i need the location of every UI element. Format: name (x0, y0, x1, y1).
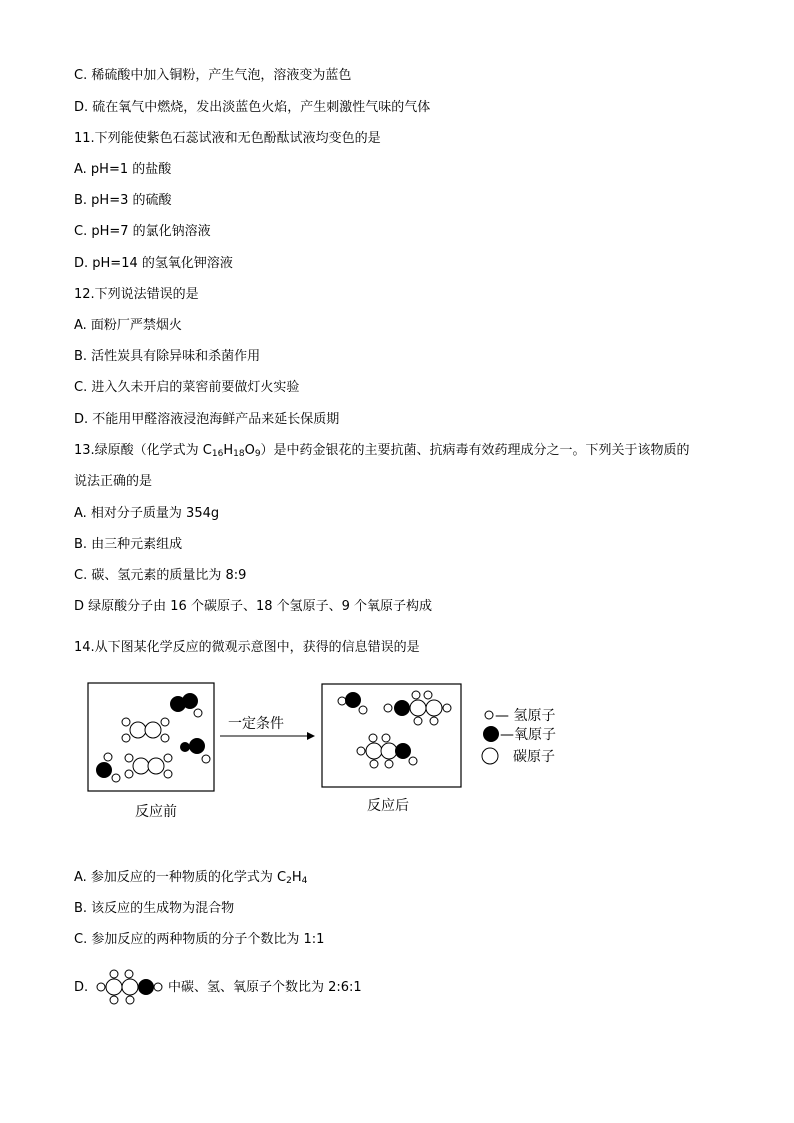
option-d-q14-text: 中碳、氢、氧原子个数比为 2:6:1 (168, 980, 362, 995)
option-c-q13: C. 碳、氢元素的质量比为 8:9 (74, 568, 247, 583)
hydrogen-legend-icon (485, 711, 493, 719)
option-d-q14-label: D. (74, 980, 89, 995)
hydrogen-atom (194, 709, 202, 717)
option-a-q13: A. 相对分子质量为 354g (74, 506, 220, 521)
oxygen-legend-icon (484, 727, 499, 742)
option-d-q10: D. 硫在氧气中燃烧，发出淡蓝色火焰，产生刺激性气味的气体 (74, 100, 431, 115)
option-c-q11: C. pH=7 的氯化钠溶液 (74, 224, 211, 239)
option-b-q13: B. 由三种元素组成 (74, 537, 183, 552)
legend (482, 708, 556, 765)
option-a-q11: A. pH=1 的盐酸 (74, 162, 172, 177)
option-b-q11: B. pH=3 的硫酸 (74, 193, 172, 208)
oxygen-legend-label: —氧原子 (500, 727, 556, 743)
question-12: 12.下列说法错误的是 (74, 287, 199, 302)
question-14: 14.从下图某化学反应的微观示意图中，获得的信息错误的是 (74, 640, 420, 655)
hydrogen-atom (202, 755, 210, 763)
option-d-q11: D. pH=14 的氢氧化钾溶液 (74, 256, 233, 271)
arrow-label: 一定条件 (228, 716, 284, 732)
carbon-legend-label: 碳原子 (513, 749, 555, 765)
oxygen-molecule (338, 693, 367, 715)
option-d-q13: D 绿原酸分子由 16 个碳原子、18 个氢原子、9 个氧原子构成 (74, 599, 433, 614)
hydrogen-legend-label: — 氢原子 (495, 708, 556, 724)
option-c-q10: C. 稀硫酸中加入铜粉，产生气泡，溶液变为蓝色 (74, 68, 352, 83)
after-caption: 反应后 (367, 798, 409, 814)
ethylene-molecule-2 (125, 754, 172, 778)
question-13: 13.绿原酸（化学式为 $C_{16}H_{18}O_9$）是中药金银花的主要抗菌、抗病毒有效药理成分之一。下列关于该物质的 (74, 443, 690, 459)
ethanol-molecule-2 (357, 734, 417, 768)
ethanol-molecule (384, 691, 451, 725)
option-c-q14: C. 参加反应的两种物质的分子个数比为 1:1 (74, 932, 325, 947)
option-a-q14: A. 参加反应的一种物质的化学式为 $C_2H_4$ (74, 870, 308, 886)
oxygen-molecule-2 (181, 739, 205, 754)
oxygen-molecule-3 (97, 753, 121, 782)
option-c-q12: C. 进入久未开启的菜窖前要做灯火实验 (74, 380, 300, 395)
option-d-q12: D. 不能用甲醛溶液浸泡海鲜产品来延长保质期 (74, 412, 340, 427)
ethylene-molecule (122, 718, 169, 742)
ethanol-molecule-icon (94, 966, 166, 1008)
question-11: 11.下列能使紫色石蕊试液和无色酚酞试液均变色的是 (74, 131, 381, 146)
option-b-q14: B. 该反应的生成物为混合物 (74, 901, 235, 916)
oxygen-molecule (171, 694, 198, 712)
reaction-diagram (80, 675, 580, 825)
option-b-q12: B. 活性炭具有除异味和杀菌作用 (74, 349, 261, 364)
after-molecules (338, 691, 451, 768)
option-a-q12: A. 面粉厂严禁烟火 (74, 318, 182, 333)
before-molecules (97, 694, 211, 783)
carbon-legend-icon (482, 748, 498, 764)
question-13-cont: 说法正确的是 (74, 474, 153, 489)
before-caption: 反应前 (135, 804, 177, 820)
